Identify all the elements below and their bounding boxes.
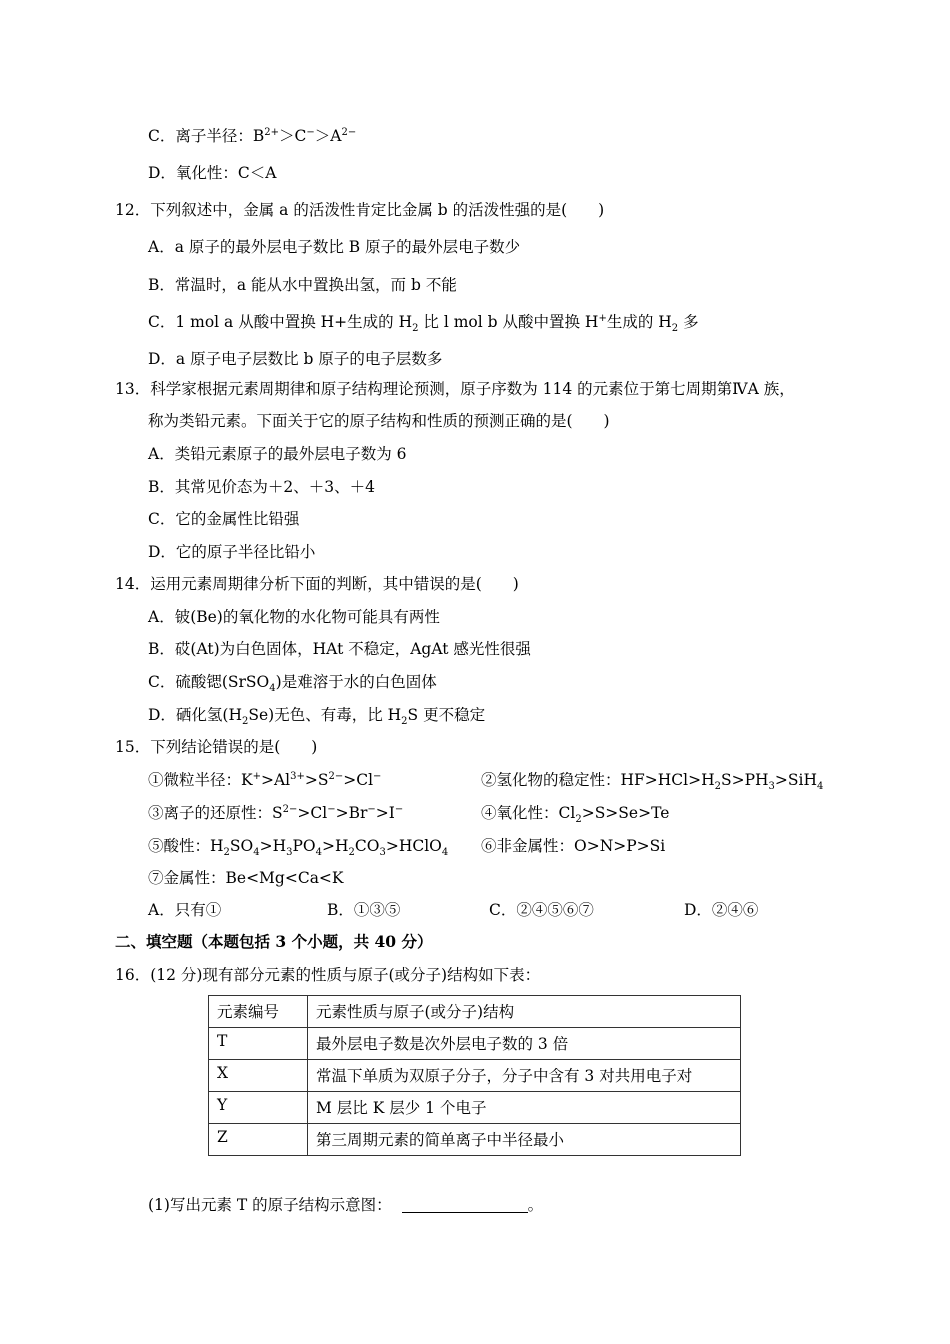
q11-option-c: C．离子半径：$B^{2+}>C^->A^{2-}$: [148, 126, 357, 145]
answer-blank[interactable]: [402, 1196, 528, 1213]
q12-option-d: D．a 原子电子层数比 b 原子的电子层数多: [148, 350, 443, 368]
q15-item-3: ③离子的还原性：$S^{2-}>Cl^->Br^->I^-$: [148, 803, 404, 822]
q15-item-1: ①微粒半径：$K^+>Al^{3+}>S^{2-}>Cl^-$: [148, 770, 382, 789]
q15-item-5: ⑤酸性：$H_2SO_4>H_3PO_4>H_2CO_3>HClO_4$: [148, 837, 449, 859]
q16-subquestion-1: (1)写出元素 T 的原子结构示意图： 。: [148, 1196, 544, 1214]
q13-option-a: A．类铅元素原子的最外层电子数为 6: [148, 445, 407, 463]
q13-stem-line2: 称为类铅元素。下面关于它的原子结构和性质的预测正确的是( ): [148, 412, 610, 430]
q15-option-a: A．只有①: [148, 901, 222, 919]
table-row: [209, 1060, 741, 1092]
table-cell: X: [209, 1060, 308, 1092]
table-cell: 最外层电子数是次外层电子数的 3 倍: [308, 1028, 741, 1060]
table-cell: Y: [209, 1092, 308, 1124]
q15-option-b: B．①③⑤: [327, 901, 401, 919]
q12-option-a: A．a 原子的最外层电子数比 B 原子的最外层电子数少: [148, 238, 521, 256]
table-row: [209, 1124, 741, 1156]
q15-item-2: ②氢化物的稳定性：$HF>HCl>H_2S>PH_3>SiH_4$: [481, 771, 824, 793]
table-header-cell: 元素编号: [209, 996, 308, 1028]
table-row: [209, 1092, 741, 1124]
table-cell: 第三周期元素的简单离子中半径最小: [308, 1124, 741, 1156]
q13-stem-line1: 13．科学家根据元素周期律和原子结构理论预测，原子序数为 114 的元素位于第七周期第ⅣA 族，: [115, 380, 795, 398]
q12-stem: 12．下列叙述中，金属 a 的活泼性肯定比金属 b 的活泼性强的是( ): [115, 201, 605, 219]
table-header-cell: 元素性质与原子(或分子)结构: [308, 996, 741, 1028]
table-cell: Z: [209, 1124, 308, 1156]
table-cell: 常温下单质为双原子分子，分子中含有 3 对共用电子对: [308, 1060, 741, 1092]
table-cell: M 层比 K 层少 1 个电子: [308, 1092, 741, 1124]
q15-stem: 15．下列结论错误的是( ): [115, 738, 318, 756]
table-cell: T: [209, 1028, 308, 1060]
q14-option-c: C．硫酸锶(SrSO$_4$)是难溶于水的白色固体: [148, 673, 437, 695]
q12-option-c: C．1 mol a 从酸中置换 H+生成的 $H_2$ 比 l mol b 从酸中置换 H+生成的 $H_2$ 多: [148, 312, 699, 335]
q15-item-7: ⑦金属性：Be<Mg<Ca<K: [148, 869, 344, 887]
q15-item-6: ⑥非金属性：O>N>P>Si: [481, 837, 666, 855]
q14-option-b: B．砹(At)为白色固体，HAt 不稳定，AgAt 感光性很强: [148, 640, 531, 658]
q14-option-a: A．铍(Be)的氧化物的水化物可能具有两性: [148, 608, 440, 626]
q16-stem: 16．(12 分)现有部分元素的性质与原子(或分子)结构如下表：: [115, 966, 541, 984]
q13-option-c: C．它的金属性比铅强: [148, 510, 300, 528]
q15-item-4: ④氧化性：$Cl_2>S>Se>Te$: [481, 804, 670, 826]
q13-option-d: D．它的原子半径比铅小: [148, 543, 316, 561]
table-header-row: [209, 996, 741, 1028]
q14-stem: 14．运用元素周期律分析下面的判断，其中错误的是( ): [115, 575, 519, 593]
q11-option-d: D．氧化性：C＜A: [148, 164, 277, 182]
section-heading: 二、填空题（本题包括 3 个小题，共 40 分）: [115, 932, 433, 951]
element-table: [208, 995, 741, 1156]
q13-option-b: B．其常见价态为＋2、＋3、＋4: [148, 478, 375, 496]
table-row: [209, 1028, 741, 1060]
q15-option-c: C．②④⑤⑥⑦: [489, 901, 594, 919]
q14-option-d: D．硒化氢$(H_2Se)$无色、有毒，比 $H_2S$ 更不稳定: [148, 706, 486, 728]
q12-option-b: B．常温时，a 能从水中置换出氢，而 b 不能: [148, 276, 457, 294]
q15-option-d: D．②④⑥: [684, 901, 759, 919]
